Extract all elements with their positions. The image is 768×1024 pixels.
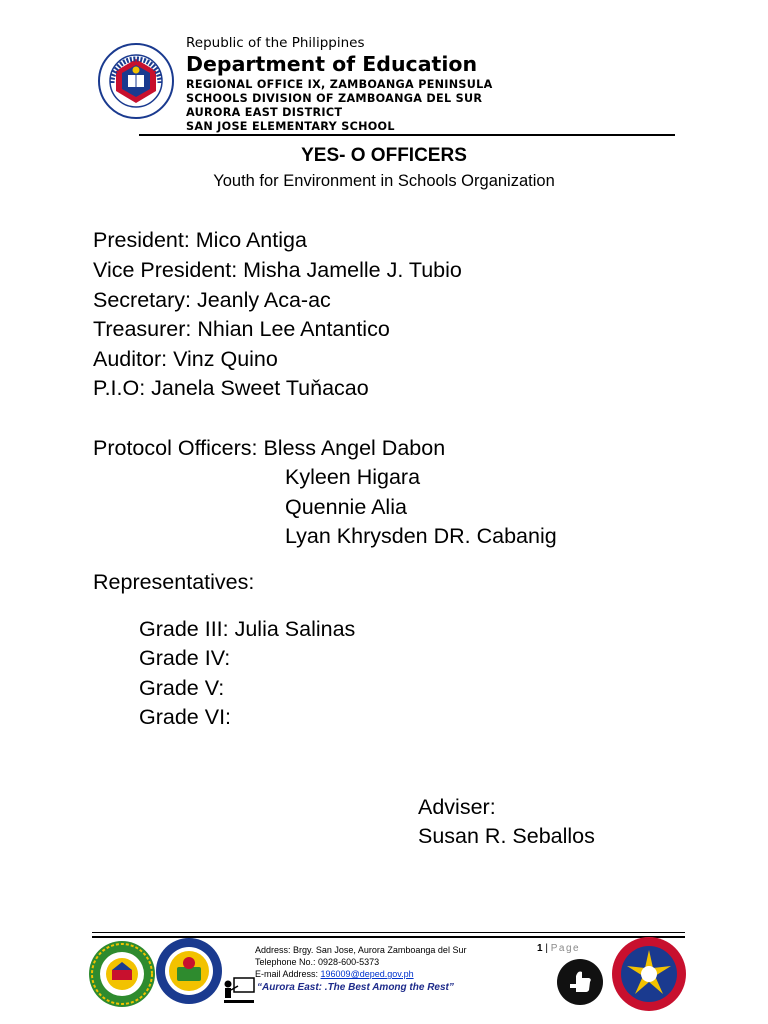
deped-seal-icon — [98, 43, 174, 119]
representatives-label: Representatives: — [93, 570, 255, 594]
header-division: SCHOOLS DIVISION OF ZAMBOANGA DEL SUR — [186, 92, 483, 105]
header-department: Department of Education — [186, 52, 478, 76]
officer-pio: P.I.O: Janela Sweet Tuňacao — [93, 376, 369, 400]
adviser-name: Susan R. Seballos — [418, 824, 595, 848]
division-logo-icon — [611, 936, 687, 1012]
protocol-officer: Kyleen Higara — [285, 465, 421, 489]
officer-vice-president: Vice President: Misha Jamelle J. Tubio — [93, 258, 462, 282]
district-logo-icon — [155, 937, 223, 1005]
footer-email-label: E-mail Address: — [255, 969, 321, 979]
footer-slogan: “Aurora East: .The Best Among the Rest” — [257, 982, 454, 993]
page-number-separator: | — [542, 943, 551, 954]
protocol-officers-label: Protocol Officers: Bless Angel Dabon — [93, 436, 446, 460]
adviser-label: Adviser: — [418, 795, 496, 819]
representative-grade-6: Grade VI: — [139, 705, 232, 729]
protocol-officer: Quennie Alia — [285, 495, 407, 519]
officer-president: President: Mico Antiga — [93, 228, 307, 252]
representative-grade-3: Grade III: Julia Salinas — [139, 617, 356, 641]
header-republic: Republic of the Philippines — [186, 35, 365, 51]
page-number-value: 1 — [537, 943, 543, 954]
page-label: Page — [550, 943, 581, 954]
school-logo-icon — [88, 940, 156, 1008]
representative-grade-4: Grade IV: — [139, 646, 231, 670]
footer-phone: Telephone No.: 0928-600-5373 — [255, 957, 380, 967]
header-region: REGIONAL OFFICE IX, ZAMBOANGA PENINSULA — [186, 78, 493, 91]
protocol-officer: Lyan Khrysden DR. Cabanig — [285, 524, 557, 548]
header-district: AURORA EAST DISTRICT — [186, 106, 343, 119]
page-number — [537, 943, 580, 954]
officer-treasurer: Treasurer: Nhian Lee Antantico — [93, 317, 390, 341]
teacher-board-icon — [222, 976, 256, 1004]
footer-email-link[interactable]: 196009@deped.gov.ph — [320, 969, 414, 979]
officer-secretary: Secretary: Jeanly Aca-ac — [93, 288, 331, 312]
representative-grade-5: Grade V: — [139, 676, 225, 700]
footer-divider — [92, 932, 685, 933]
header-divider — [139, 134, 675, 136]
header-school: SAN JOSE ELEMENTARY SCHOOL — [186, 120, 395, 133]
footer-address: Address: Brgy. San Jose, Aurora Zamboanga del Sur — [255, 945, 467, 955]
footer-email-row — [255, 969, 414, 979]
officer-auditor: Auditor: Vinz Quino — [93, 347, 278, 371]
document-subtitle: Youth for Environment in Schools Organization — [213, 172, 555, 190]
document-title: YES- O OFFICERS — [301, 145, 467, 166]
sure-sa-sur-logo-icon — [556, 958, 604, 1006]
